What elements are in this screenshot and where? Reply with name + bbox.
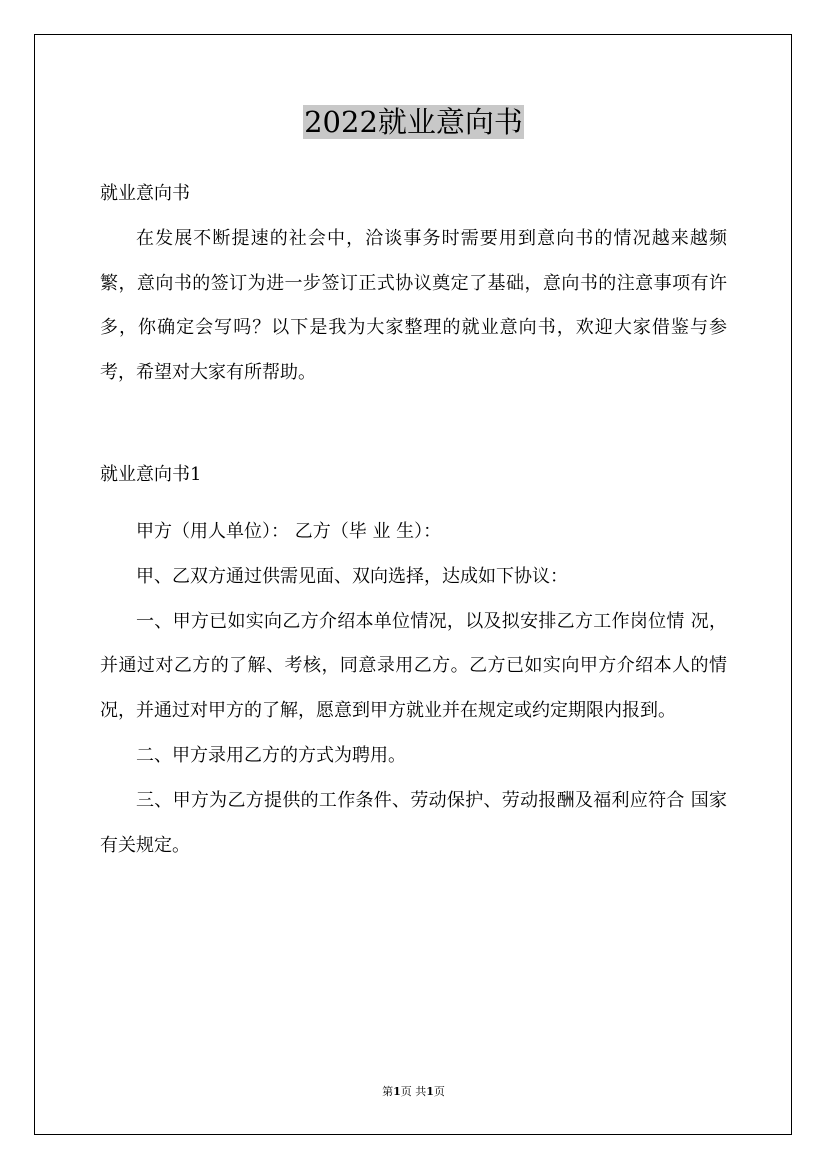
section-paragraph: 二、甲方录用乙方的方式为聘用。 — [136, 744, 406, 766]
section-paragraph: 三、甲方为乙方提供的工作条件、劳动保护、劳动报酬及福利应符合 国家有关规定。 — [100, 789, 727, 856]
page-prefix: 第 — [382, 1085, 394, 1098]
document-title-text: 2022就业意向书 — [304, 105, 523, 139]
section-paragraph: 甲、乙双方通过供需见面、双向选择，达成如下协议： — [136, 565, 568, 587]
spacer — [100, 396, 727, 453]
section-title: 就业意向书1 — [100, 463, 202, 485]
page-footer — [0, 1082, 827, 1102]
page-mid: 页 共 — [400, 1085, 427, 1098]
page-number: 1 — [393, 1085, 401, 1098]
intro-paragraph: 在发展不断提速的社会中，洽谈事务时需要用到意向书的情况越来越频繁，意向书的签订为进一步签订正式协议奠定了基础，意向书的注意事项有许多，你确定会写吗？以下是我为大家整理的就业意向书，欢迎大家借鉴与参考，希望对大家有所帮助。 — [100, 227, 727, 384]
document-body — [100, 172, 727, 868]
section-paragraph: 一、甲方已如实向乙方介绍本单位情况，以及拟安排乙方工作岗位情 况，并通过对乙方的了解、考核，同意录用乙方。乙方已如实向甲方介绍本人的情况，并通过对甲方的了解，愿意到甲方就业并在规定或约定期限内报到。 — [100, 610, 727, 722]
document-title — [0, 101, 827, 143]
section-paragraph: 甲方（用人单位）： 乙方（毕 业 生）： — [136, 520, 442, 542]
page-suffix: 页 — [433, 1085, 445, 1098]
total-pages: 1 — [426, 1085, 434, 1098]
document-subtitle: 就业意向书 — [100, 183, 190, 204]
